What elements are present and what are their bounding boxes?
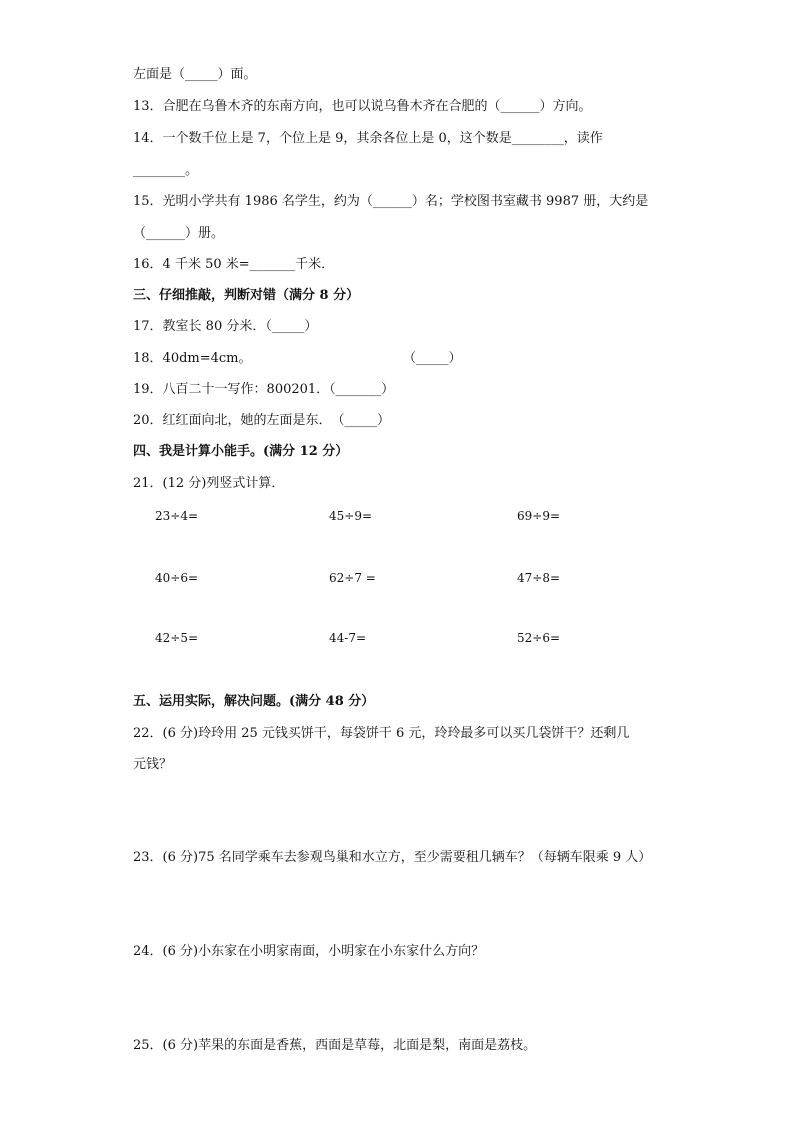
q12-continuation: 左面是（_____）面。 — [133, 67, 257, 82]
question-24: 24．(6 分)小东家在小明家南面，小明家在小东家什么方向？ — [133, 944, 485, 959]
calc-item: 44-7= — [329, 631, 367, 645]
section-5-heading: 五、运用实际，解决问题。(满分 48 分） — [133, 694, 375, 709]
question-15-line1: 15．光明小学共有 1986 名学生，约为（______）名；学校图书室藏书 9987 册，大约是 — [133, 194, 649, 209]
calc-item: 62÷7 = — [329, 571, 376, 585]
question-16: 16．4 千米 50 米=_______千米． — [133, 257, 335, 272]
question-17: 17．教室长 80 分米．（_____） — [133, 319, 318, 334]
question-18-answer-blank: （_____） — [403, 351, 462, 366]
question-19: 19．八百二十一写作：800201．（_______） — [133, 382, 395, 397]
question-14-line2: ________。 — [133, 163, 199, 178]
calc-item: 52÷6= — [517, 631, 561, 645]
calc-item: 47÷8= — [517, 571, 561, 585]
question-15-line2: （______）册。 — [133, 226, 225, 241]
question-23: 23．(6 分)75 名同学乘车去参观鸟巢和水立方，至少需要租几辆车？（每辆车限乘 9 人） — [133, 850, 652, 865]
question-13: 13．合肥在乌鲁木齐的东南方向，也可以说乌鲁木齐在合肥的（______）方向。 — [133, 99, 592, 114]
question-25: 25．(6 分)苹果的东面是香蕉，西面是草莓，北面是梨，南面是荔枝。 — [133, 1038, 537, 1053]
calc-item: 23÷4= — [155, 509, 199, 523]
question-14-line1: 14．一个数千位上是 7，个位上是 9，其余各位上是 0，这个数是________，读作 — [133, 131, 603, 146]
calc-item: 45÷9= — [329, 509, 373, 523]
question-22-line2: 元钱？ — [133, 757, 173, 772]
calc-item: 69÷9= — [517, 509, 561, 523]
question-20: 20．红红面向北，她的左面是东． （_____） — [133, 413, 391, 428]
section-4-heading: 四、我是计算小能手。(满分 12 分） — [133, 444, 349, 459]
calc-item: 42÷5= — [155, 631, 199, 645]
question-21: 21．(12 分)列竖式计算． — [133, 476, 285, 491]
question-22-line1: 22．(6 分)玲玲用 25 元钱买饼干，每袋饼干 6 元，玲玲最多可以买几袋饼干？还剩几 — [133, 726, 630, 741]
question-18: 18．40dm=4cm。 — [133, 351, 252, 366]
calc-item: 40÷6= — [155, 571, 199, 585]
section-3-heading: 三、仔细推敲，判断对错（满分 8 分） — [133, 288, 360, 303]
